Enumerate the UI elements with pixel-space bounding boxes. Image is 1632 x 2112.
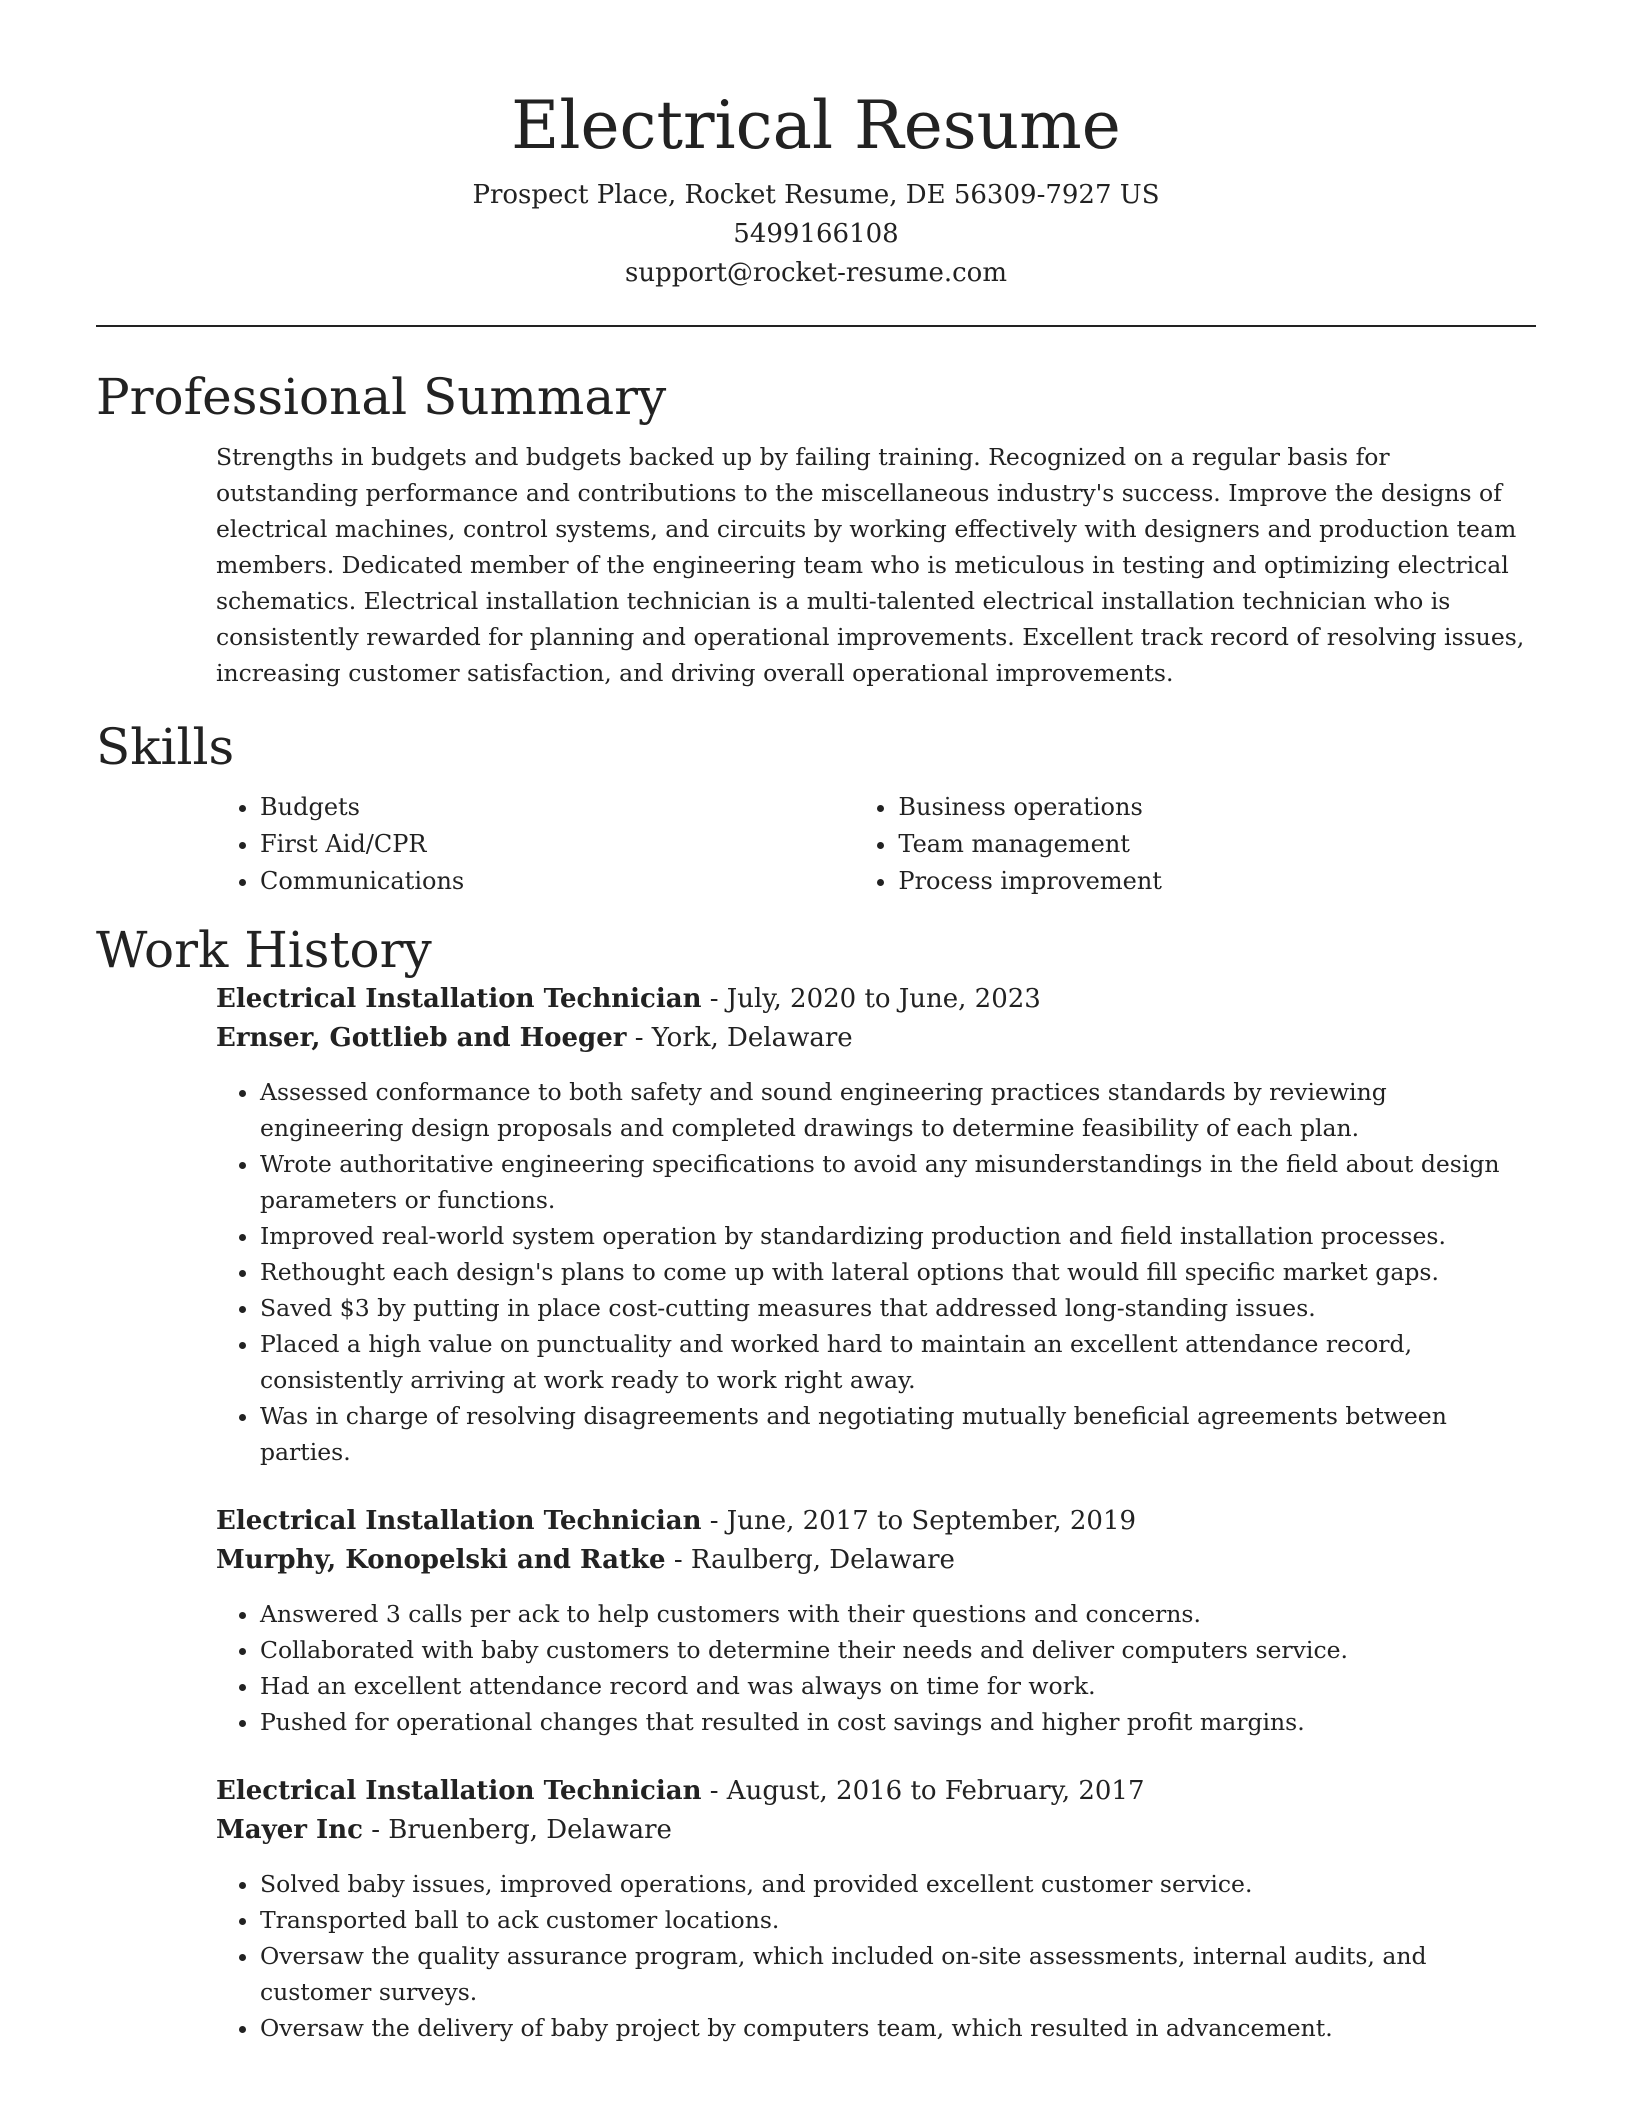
contact-block — [96, 176, 1536, 293]
job-bullet: • Was in charge of resolving disagreements and negotiating mutually beneficial agreements between parties. — [260, 1398, 1536, 1470]
job-bullet: • Oversaw the delivery of baby project by computers team, which resulted in advancement. — [260, 2010, 1536, 2046]
skills-column-right — [854, 789, 1536, 900]
job-bullet: • Pushed for operational changes that resulted in cost savings and higher profit margins. — [260, 1704, 1536, 1740]
job-bullet: • Improved real-world system operation by standardizing production and field installation processes. — [260, 1218, 1536, 1254]
job-bullets — [216, 1596, 1536, 1740]
job-bullet: • Rethought each design's plans to come up with lateral options that would fill specific market gaps. — [260, 1254, 1536, 1290]
job-role: Electrical Installation Technician — [216, 1776, 702, 1806]
job-bullets — [216, 1074, 1536, 1470]
job-dates: - August, 2016 to February, 2017 — [701, 1776, 1145, 1806]
skills-list — [216, 789, 1536, 900]
skills-heading: Skills — [96, 718, 235, 776]
skill-item: • Budgets — [260, 789, 854, 826]
header-divider — [96, 325, 1536, 327]
job-location: - Raulberg, Delaware — [665, 1545, 955, 1575]
summary-heading: Professional Summary — [96, 368, 667, 426]
job-role: Electrical Installation Technician — [216, 1506, 702, 1536]
job-bullet: • Placed a high value on punctuality and worked hard to maintain an excellent attendance record, consistently arriving at work ready to work right away. — [260, 1326, 1536, 1398]
summary-text: Strengths in budgets and budgets backed up by failing training. Recognized on a regular basis for outstanding performance and contributions to the miscellaneous industry's success. Improve the designs of electrical machines, control systems, and circuits by working effectively with designers and production team members. Dedicated member of the engineering team who is meticulous in testing and optimizing electrical schematics. Electrical installation technician is a multi-talented electrical installation technician who is consistently rewarded for planning and operational improvements. Excellent track record of resolving issues, increasing customer satisfaction, and driving overall operational improvements. — [216, 443, 1525, 687]
job-company: Ernser, Gottlieb and Hoeger — [216, 1023, 627, 1053]
job-company-line — [216, 1019, 1536, 1058]
job-bullets — [216, 1866, 1536, 2046]
job-title-line — [216, 980, 1536, 1019]
contact-phone: 5499166108 — [733, 219, 899, 249]
skill-item: • Process improvement — [898, 863, 1536, 900]
job-title-line — [216, 1502, 1536, 1541]
job-dates: - June, 2017 to September, 2019 — [701, 1506, 1137, 1536]
job-bullet: • Oversaw the quality assurance program, which included on-site assessments, internal audits, and customer surveys. — [260, 1938, 1536, 2010]
job-entry — [216, 1502, 1536, 1740]
skill-item: • Communications — [260, 863, 854, 900]
contact-address: Prospect Place, Rocket Resume, DE 56309-7927 US — [472, 180, 1160, 210]
skill-item: • Team management — [898, 826, 1536, 863]
job-dates: - July, 2020 to June, 2023 — [701, 984, 1041, 1014]
job-bullet: • Had an excellent attendance record and was always on time for work. — [260, 1668, 1536, 1704]
job-bullet: • Answered 3 calls per ack to help customers with their questions and concerns. — [260, 1596, 1536, 1632]
job-company-line — [216, 1811, 1536, 1850]
job-company: Mayer Inc — [216, 1815, 363, 1845]
job-bullet: • Saved $3 by putting in place cost-cutting measures that addressed long-standing issues. — [260, 1290, 1536, 1326]
job-entry — [216, 980, 1536, 1470]
job-company: Murphy, Konopelski and Ratke — [216, 1545, 666, 1575]
resume-name: Electrical Resume — [511, 87, 1121, 164]
job-title-line — [216, 1772, 1536, 1811]
work-history-heading: Work History — [96, 921, 432, 979]
job-bullet: • Solved baby issues, improved operations, and provided excellent customer service. — [260, 1866, 1536, 1902]
job-entry — [216, 1772, 1536, 2046]
job-bullet: • Transported ball to ack customer locations. — [260, 1902, 1536, 1938]
job-bullet: • Wrote authoritative engineering specifications to avoid any misunderstandings in the field about design parameters or functions. — [260, 1146, 1536, 1218]
job-role: Electrical Installation Technician — [216, 984, 702, 1014]
job-company-line — [216, 1541, 1536, 1580]
job-location: - Bruenberg, Delaware — [362, 1815, 672, 1845]
skill-item: • Business operations — [898, 789, 1536, 826]
job-bullet: • Assessed conformance to both safety and sound engineering practices standards by reviewing engineering design proposals and completed drawings to determine feasibility of each plan. — [260, 1074, 1536, 1146]
contact-email: support@rocket-resume.com — [624, 258, 1007, 288]
skills-column-left — [216, 789, 854, 900]
job-bullet: • Collaborated with baby customers to determine their needs and deliver computers service. — [260, 1632, 1536, 1668]
job-location: - York, Delaware — [626, 1023, 853, 1053]
skill-item: • First Aid/CPR — [260, 826, 854, 863]
